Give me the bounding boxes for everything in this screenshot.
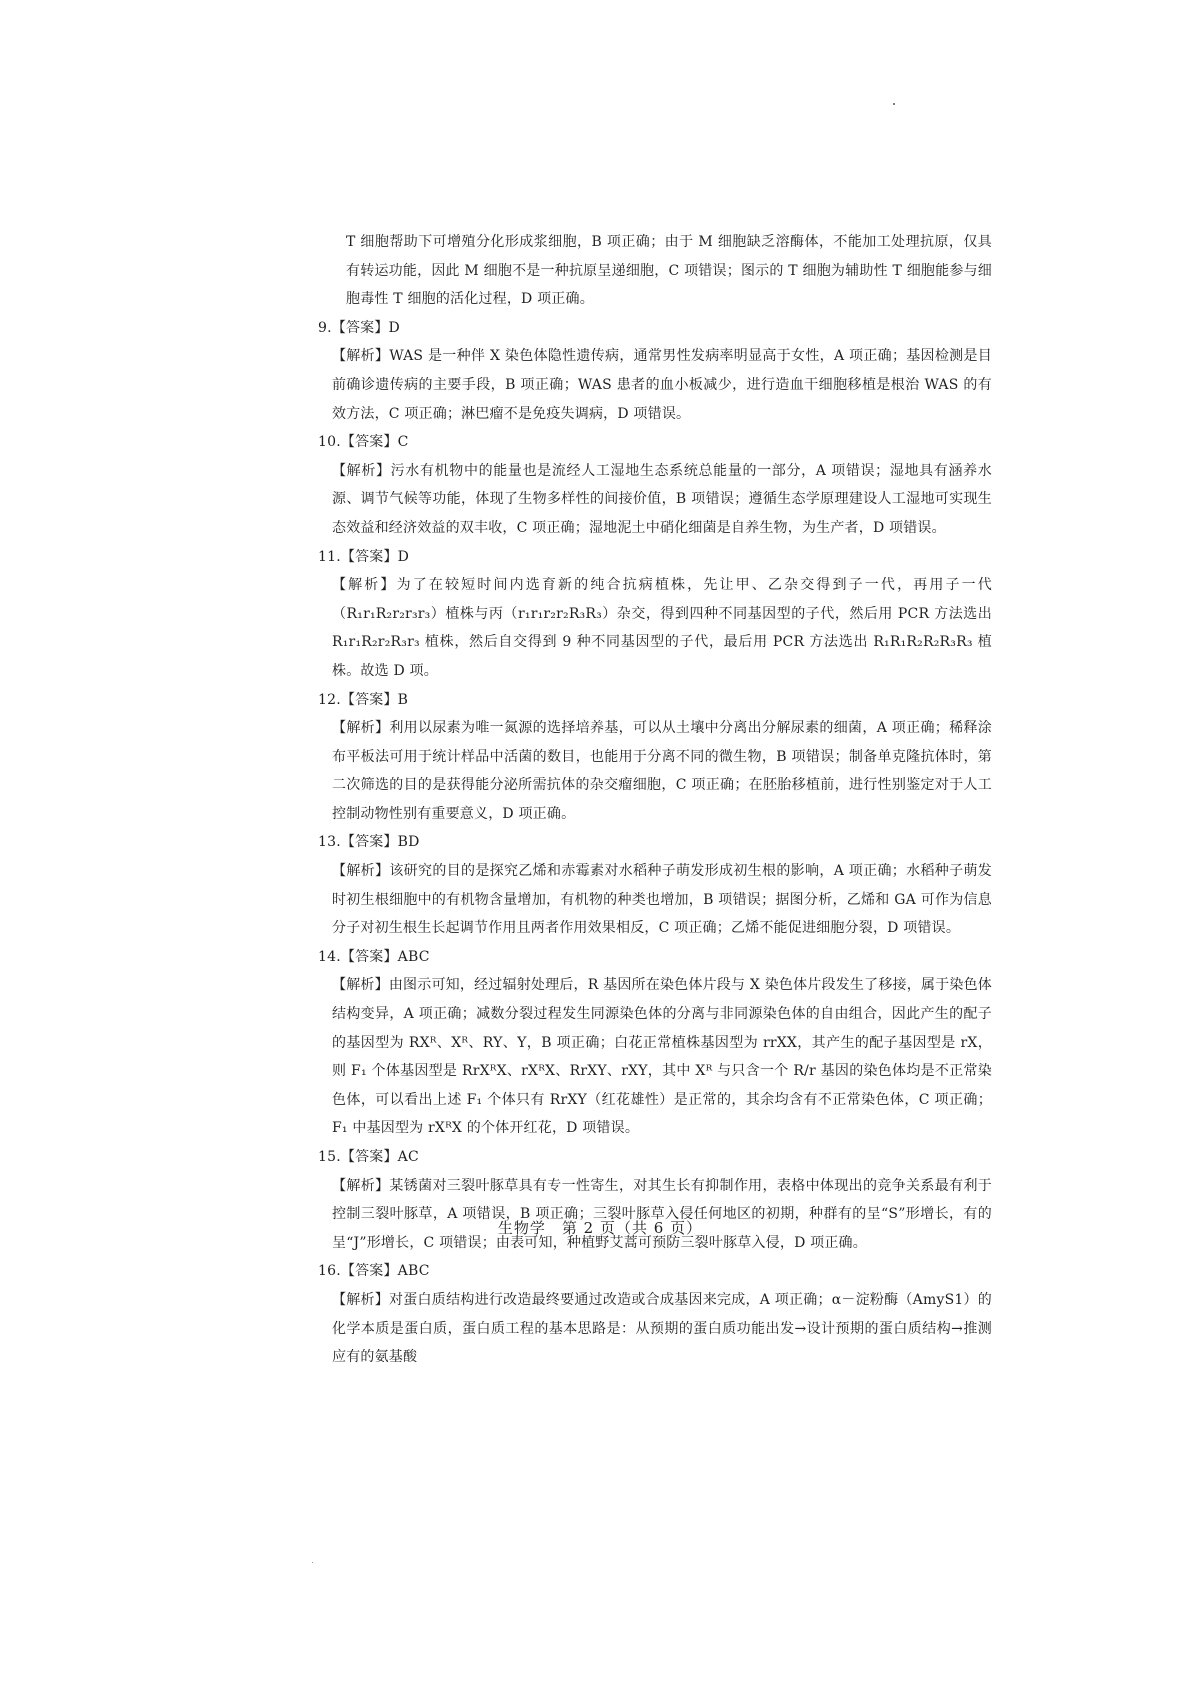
speck-mark [312, 1562, 313, 1563]
answer-line-12: 12.【答案】B [318, 691, 409, 708]
explanation-15: 【解析】某锈菌对三裂叶豚草具有专一性寄生，对其生长有抑制作用，表格中体现出的竞争关系最有利于控制三裂叶豚草，A 项错误，B 项正确；三裂叶豚草入侵任何地区的初期，种群有的呈“S”形增长，有的呈“J”形增长，C 项错误；由表可知，种植野艾蒿可预防三裂叶豚草入侵，D 项正确。 [332, 1177, 992, 1251]
answer-line-9: 9.【答案】D [318, 319, 400, 336]
answer-line-16: 16.【答案】ABC [318, 1263, 430, 1280]
answer-key-body [318, 228, 992, 1372]
explanation-10: 【解析】污水有机物中的能量也是流经人工湿地生态系统总能量的一部分，A 项错误；湿地具有涵养水源、调节气候等功能，体现了生物多样性的间接价值，B 项错误；遵循生态学原理建设人工湿地可实现生态效益和经济效益的双丰收，C 项正确；湿地泥土中硝化细菌是自养生物，为生产者，D 项错误。 [332, 462, 992, 536]
answer-line-10: 10.【答案】C [318, 434, 409, 451]
answer-line-11: 11.【答案】D [318, 548, 410, 565]
explanation-14: 【解析】由图示可知，经过辐射处理后，R 基因所在染色体片段与 X 染色体片段发生了移接，属于染色体结构变异，A 项正确；减数分裂过程发生同源染色体的分离与非同源染色体的自由组合，因此产生的配子的基因型为 RXᴿ、Xᴿ、RY、Y，B 项正确；白花正常植株基因型为 rrXX，其产生的配子基因型是 rX，则 F₁ 个体基因型是 RrXᴿX、rXᴿX、RrXY、rXY，其中 Xᴿ 与只含一个 R/r 基因的染色体均是不正常染色体，可以看出上述 F₁ 个体只有 RrXY（红花雄性）是正常的，其余均含有不正常染色体，C 项正确；F₁ 中基因型为 rXᴿX 的个体开红花，D 项错误。 [332, 977, 992, 1137]
answer-line-15: 15.【答案】AC [318, 1149, 419, 1165]
speck-mark [893, 103, 895, 105]
explanation-9: 【解析】WAS 是一种伴 X 染色体隐性遗传病，通常男性发病率明显高于女性，A 项正确；基因检测是目前确诊遗传病的主要手段，B 项正确；WAS 患者的血小板减少，进行造血干细胞移植是根治 WAS 的有效方法，C 项正确；淋巴瘤不是免疫失调病，D 项错误。 [332, 348, 992, 422]
continued-explanation: T 细胞帮助下可增殖分化形成浆细胞，B 项正确；由于 M 细胞缺乏溶酶体，不能加工处理抗原，仅具有转运功能，因此 M 细胞不是一种抗原呈递细胞，C 项错误；图示的 T 细胞为辅助性 T 细胞能参与细胞毒性 T 细胞的活化过程，D 项正确。 [346, 234, 992, 308]
answer-line-14: 14.【答案】ABC [318, 948, 430, 965]
explanation-13: 【解析】该研究的目的是探究乙烯和赤霉素对水稻种子萌发形成初生根的影响，A 项正确；水稻种子萌发时初生根细胞中的有机物含量增加，有机物的种类也增加，B 项错误；据图分析，乙烯和 GA 可作为信息分子对初生根生长起调节作用且两者作用效果相反，C 项正确；乙烯不能促进细胞分裂，D 项错误。 [332, 863, 992, 937]
answer-line-13: 13.【答案】BD [318, 834, 420, 851]
page-footer: 生物学 第 2 页（共 6 页） [497, 1219, 703, 1237]
explanation-12: 【解析】利用以尿素为唯一氮源的选择培养基，可以从土壤中分离出分解尿素的细菌，A 项正确；稀释涂布平板法可用于统计样品中活菌的数目，也能用于分离不同的微生物，B 项错误；制备单克隆抗体时，第二次筛选的目的是获得能分泌所需抗体的杂交瘤细胞，C 项正确；在胚胎移植前，进行性别鉴定对于人工控制动物性别有重要意义，D 项正确。 [332, 720, 992, 822]
explanation-16: 【解析】对蛋白质结构进行改造最终要通过改造或合成基因来完成，A 项正确；α－淀粉酶（AmyS1）的化学本质是蛋白质，蛋白质工程的基本思路是：从预期的蛋白质功能出发→设计预期的蛋白质结构→推测应有的氨基酸 [332, 1291, 992, 1366]
explanation-11: 【解析】为了在较短时间内选育新的纯合抗病植株，先让甲、乙杂交得到子一代，再用子一代（R₁r₁R₂r₂r₃r₃）植株与丙（r₁r₁r₂r₂R₃R₃）杂交，得到四种不同基因型的子代，然后用 PCR 方法选出 R₁r₁R₂r₂R₃r₃ 植株，然后自交得到 9 种不同基因型的子代，最后用 PCR 方法选出 R₁R₁R₂R₂R₃R₃ 植株。故选 D 项。 [332, 577, 992, 679]
